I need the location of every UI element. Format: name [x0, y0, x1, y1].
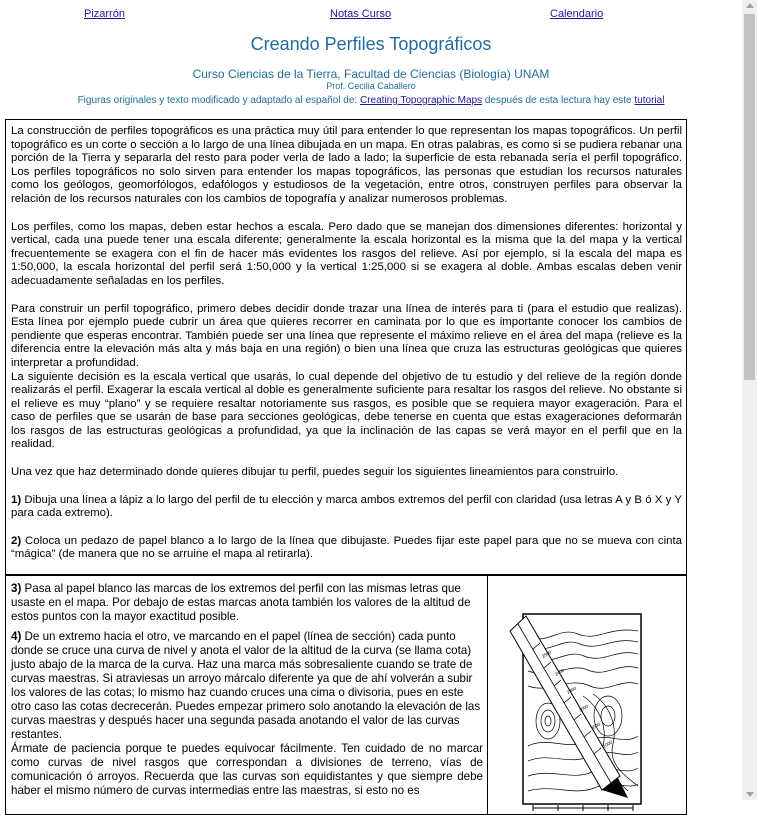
step-3-text: Pasa al papel blanco las marcas de los extremos del perfil con las mismas letras que usaste en el mapa. Por debajo de estas marcas anota también los valores de la altitud de estos puntos con la mayor exactitud posible.: [11, 582, 471, 623]
nav-link-pizarron[interactable]: Pizarrón: [84, 8, 125, 20]
intro-text-box: [5, 119, 687, 575]
step-1-number: 1): [11, 493, 22, 506]
paragraph-vertical-scale: La siguiente decisión es la escala vertical que usarás, lo cual depende del objetivo de tu estudio y del relieve de la región donde realizarás el perfil. Exagerar la escala vertical al doble es generalmente suficiente para resaltar los rasgos del relieve. No obstante si el relieve es muy “plano” y se requiere resaltar notoriamente sus rasgos, es posible que se requiera mayor exageración. Para el caso de perfiles que se usarán de base para secciones geológicas, debe tenerse en cuenta que estas exageraciones deformarán los rasgos de las estructuras geológicas a profundidad, ya que la inclinación de las capas se verá mayor en el perfil que en la realidad.: [11, 370, 682, 451]
nav-link-notas-curso[interactable]: Notas Curso: [330, 8, 392, 20]
scroll-up-arrow-icon[interactable]: [746, 3, 754, 8]
strip-label-5: 3000: [590, 721, 602, 731]
credits-source-link[interactable]: Creating Topographic Maps: [359, 95, 483, 106]
step-1: [11, 494, 682, 521]
credits-middle: después de esta lectura hay este: [482, 95, 635, 106]
steps-box: [5, 575, 687, 815]
paragraph-intro: La construcción de perfiles topográficos es una práctica muy útil para entender lo que representan los mapas topográficos. Un perfil topográfico es un corte o sección a lo largo de una línea dibujada en un mapa. En otras palabras, es como si se pudiera rebanar una porción de la Tierra y separarla del resto para poder verla de lado a lado; la superficie de esta rebanada sería el perfil topográfico. Los perfiles topográficos no solo sirven para entender los mapas topográficos, las personas que estudian los recursos naturales como los geólogos, geomorfólogos, edafólogos y estudiosos de la vegetación, entre otros, construyen perfiles para observar la relación de los recursos naturales con los cambios de topografía y analizar numerosos problemas.: [11, 125, 682, 205]
step-4-text: De un extremo hacia el otro, ve marcando en el papel (línea de sección) cada punto donde se cruce una curva de nivel y anota el valor de la altitud de la curva (se llama cota) justo abajo de la marca de la curva. Haz una marca más sobresaliente cuando se trate de curvas maestras. Si atraviesas un arroyo márcalo diferente ya que de ahí volverán a subir los valores de las cotas; lo mismo haz cuando cruces una cima o divisoria, pues en este otro caso las cotas decrecerán. Puedes empezar primero solo anotando la elevación de las curvas maestras y después hacer una segunda pasada anotando el valor de las curvas restantes.: [11, 630, 481, 741]
scrollbar-thumb[interactable]: [744, 14, 755, 380]
page-title: Creando Perfiles Topográficos: [250, 34, 492, 54]
strip-label-1: 2500: [541, 649, 553, 659]
contour-map-illustration: [488, 576, 686, 815]
step-3-number: 3): [11, 582, 22, 595]
step-4-number: 4): [11, 630, 22, 643]
strip-label-2: 2400: [554, 667, 566, 677]
paragraph-guidelines: Una vez que haz determinado donde quieres dibujar tu perfil, puedes seguir los siguientes lineamientos para construirlo.: [11, 466, 619, 479]
paragraph-line-choice: Para construir un perfil topográfico, primero debes decidir donde trazar una línea de interés para ti (para el estudio que realizas). Esta línea por ejemplo puede cubrir un área que quieres recorrer en caminata por lo que es importante conocer los cambios de pendiente que esperas encontrar. También puede ser una línea que represente el máximo relieve en el área del mapa (relieve es la diferencia entre la elevación más alta y más baja en una región) o bien una línea que cruza las estructuras geológicas que quieres interpretar a profundidad.: [11, 302, 682, 369]
steps-text-column: [6, 576, 488, 815]
step-3: [11, 582, 483, 624]
strip-label-3: 2300: [566, 685, 578, 695]
course-subtitle: Curso Ciencias de la Tierra, Facultad de Ciencias (Biología) UNAM: [192, 67, 550, 81]
credits-line: [0, 95, 742, 106]
scroll-down-arrow-icon[interactable]: [746, 792, 754, 797]
author-line: Prof. Cecilia Caballero: [326, 81, 416, 91]
scale-bar: [533, 805, 633, 811]
strip-label-4: 3000: [578, 703, 590, 713]
vertical-scrollbar[interactable]: [742, 0, 757, 800]
step-2-text: Coloca un pedazo de papel blanco a lo largo de la línea que dibujaste. Puedes fijar este papel para que no se mueva con cinta “mágica” (de manera que no se arruine el mapa al retirarla).: [11, 534, 682, 561]
paragraph-patience: Ármate de paciencia porque te puedes equivocar fácilmente. Ten cuidado de no marcar como curvas de nivel rasgos que correspondan a divisiones de terreno, vías de comunicación ó arroyos. Recuerda que las curvas son equidistantes y que siempre debe haber el mismo número de curvas intermedias entre las maestras, si esto no es: [11, 742, 483, 797]
strip-label-6: 1000: [602, 739, 614, 749]
top-navigation: [0, 8, 742, 24]
tutorial-link[interactable]: tutorial: [634, 95, 665, 106]
nav-link-calendario[interactable]: Calendario: [550, 8, 604, 20]
step-1-text: Dibuja una línea a lápiz a lo largo del perfil de tu elección y marca ambos extremos del perfil con claridad (usa letras A y B ó X y Y para cada extremo).: [11, 493, 682, 520]
topographic-map-figure: [488, 576, 686, 815]
paragraph-scale: Los perfiles, como los mapas, deben estar hechos a escala. Pero dado que se manejan dos dimensiones diferentes: horizontal y vertical, cada una puede tener una escala diferente; generalmente la escala horizontal es la misma que la del mapa y la vertical frecuentemente se exagera con el fin de hacer más evidentes los rasgos del relieve. Así por ejemplo, si la escala del mapa es 1:50,000, la escala horizontal del perfil será 1:50,000 y la vertical 1:25,000 si se exagera al doble. Ambas escalas deben venir adecuadamente señaladas en los perfiles.: [11, 220, 682, 287]
step-2: [11, 535, 682, 562]
step-2-number: 2): [11, 534, 22, 547]
credits-prefix: Figuras originales y texto modificado y adaptado al español de:: [77, 95, 360, 106]
step-4: [11, 630, 483, 742]
